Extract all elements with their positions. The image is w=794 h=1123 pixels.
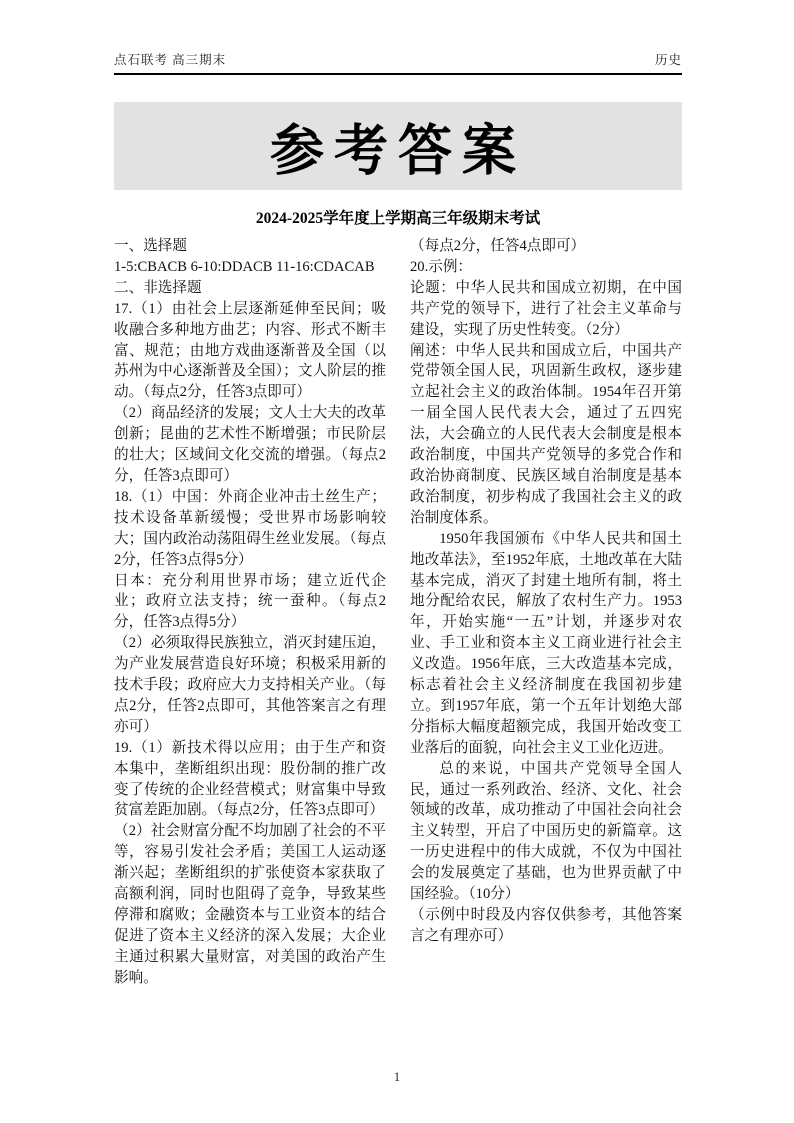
section-heading-choice: 一、选择题 [114,238,187,254]
answer-17-1: 17.（1）由社会上层逐渐延伸至民间；吸收融合多种地方曲艺；内容、形式不断丰富、规范；由地方戏曲逐渐普及全国（以苏州为中心逐渐普及全国）；文人阶层的推动。（每点2分，任答3点即可） [114,300,386,401]
section-heading-nonchoice: 二、非选择题 [114,279,202,296]
header-exam-label: 点石联考 高三期末 [114,53,227,67]
answer-18-1-japan: 日本：充分利用世界市场；建立近代企业；政府立法支持；统一蚕种。（每点2分，任答3点得5分） [114,572,386,631]
right-column [410,236,682,989]
answer-20-thesis: 论题：中华人民共和国成立初期，在中国共产党的领导下，进行了社会主义革命与建设，实现了历史性转变。（2分） [410,279,682,338]
answer-19-2: （2）社会财富分配不均加剧了社会的不平等，容易引发社会矛盾；美国工人运动逐渐兴起；垄断组织的扩张使资本家获取了高额利润，同时也阻碍了竞争，导致某些停滞和腐败；金融资本与工业资本的结合促进了资本主义经济的深入发展；大企业主通过积累大量财富，对美国的政治产生影响。 [114,823,386,986]
answer-18-1-china: 18.（1）中国：外商企业冲击土丝生产；技术设备革新缓慢；受世界市场影响较大；国内政治动荡阻碍生丝业发展。（每点2分，任答3点得5分） [114,488,386,568]
answer-key-banner [114,102,682,190]
answer-20-heading: 20.示例： [410,258,473,275]
answer-20-elaboration-2: 1950年我国颁布《中华人民共和国土地改革法》，至1952年底，土地改革在大陆基本完成，消灭了封建土地所有制，将土地分配给农民，解放了农村生产力。1953年，开始实施“一五”计划，并逐步对农业、手工业和资本主义工商业进行社会主义改造。1956年底，三大改造基本完成，标志着社会主义经济制度在我国初步建立。到1957年底，第一个五年计划绝大部分指标大幅度超额完成，我国开始改变工业落后的面貌，向社会主义工业化迈进。 [410,530,682,756]
answer-20-note: （示例中时段及内容仅供参考，其他答案言之有理亦可） [410,907,682,944]
left-column [114,236,386,989]
page-footer [0,1070,794,1085]
choice-answers: 1-5:CBACB 6-10:DDACB 11-16:CDACAB [114,258,375,275]
answer-key-title: 参考答案 [270,119,526,182]
answer-20-conclusion: 总的来说，中国共产党领导全国人民，通过一系列政治、经济、文化、社会领域的改革，成功推动了中国社会向社会主义转型，开启了中国历史的新篇章。这一历史进程中的伟大成就，不仅为中国社会的发展奠定了基础，也为世界贡献了中国经验。（10分） [410,760,682,903]
page-number: 1 [393,1070,401,1084]
answer-columns [114,236,682,989]
answer-19-1: 19.（1）新技术得以应用；由于生产和资本集中，垄断组织出现：股份制的推广改变了传统的企业经营模式；财富集中导致贫富差距加剧。（每点2分，任答3点即可） [114,739,386,819]
exam-title: 2024-2025学年度上学期高三年级期末考试 [255,210,541,227]
header-subject-label: 历史 [654,53,682,67]
answer-19-2-continued: （每点2分，任答4点即可） [410,238,586,254]
answer-20-elaboration-1: 阐述：中华人民共和国成立后，中国共产党带领全国人民，巩固新生政权，逐步建立起社会主义的政治体制。1954年召开第一届全国人民代表大会，通过了五四宪法，大会确立的人民代表大会制度是根本政治制度，中国共产党领导的多党合作和政治协商制度、民族区域自治制度是基本政治制度，初步构成了我国社会主义的政治制度体系。 [410,342,682,526]
answer-18-2: （2）必须取得民族独立，消灭封建压迫，为产业发展营造良好环境；积极采用新的技术手段；政府应大力支持相关产业。（每点2分，任答2点即可，其他答案言之有理亦可） [114,635,386,735]
page-header [114,50,682,75]
answer-17-2: （2）商品经济的发展；文人士大夫的改革创新；昆曲的艺术性不断增强；市民阶层的壮大；区域间文化交流的增强。（每点2分，任答3点即可） [114,405,386,484]
